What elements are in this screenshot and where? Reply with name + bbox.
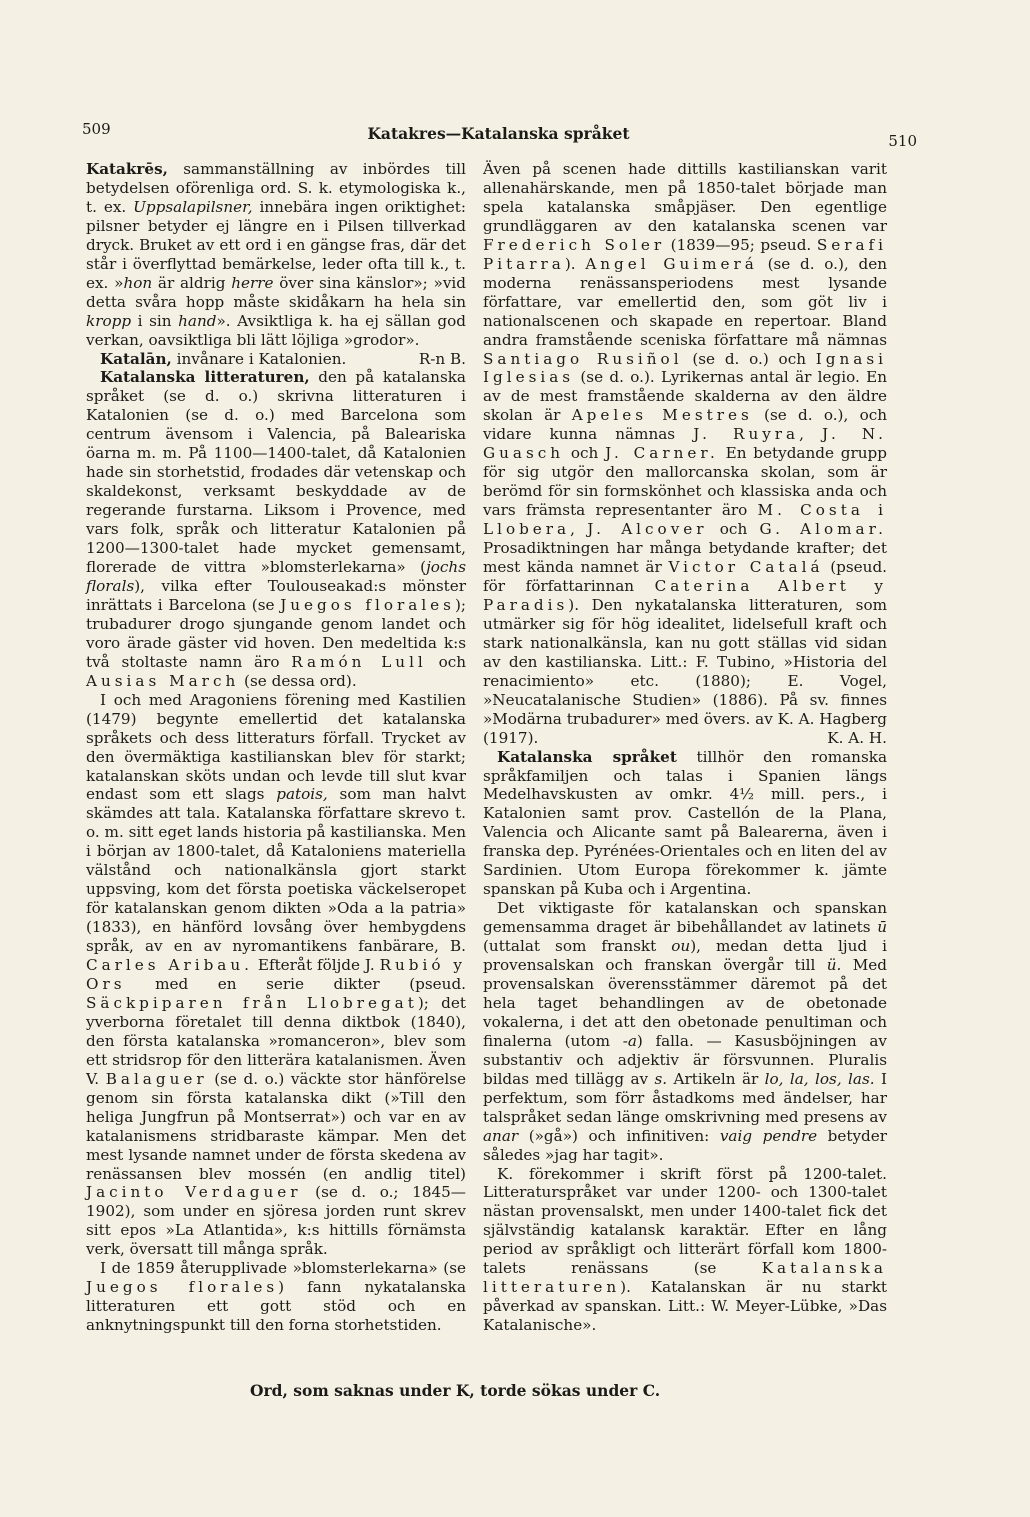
entry-spraket-p2: Det viktigaste för katalanskan och spanskan gemensamma draget är bibehållandet av latinets ū (uttalat som franskt ou), medan detta ljud i provensalskan och franskan övergår till ü. Med provensalskan överensstämmer däremot på det hela taget behandlingen av de obetonade vokalerna, i det att den obetonade penultiman och finalerna (utom -a) falla. — Kasusböjningen av substantiv och adjektiv är försvunnen. Pluralis bildas med tillägg av s. Artikeln är lo, la, los, las. I perfektum, som förr åstadkoms med ändelser, har talspråket sedan länge omskrivning med presens av anar (»gå») och infinitiven: vaig pendre betyder således »jag har tagit». — [483, 899, 887, 1164]
left-column — [86, 160, 466, 1335]
page-number-left: 509 — [82, 120, 111, 138]
entry-spraket-p1: Katalanska språket tillhör den romanska språkfamiljen och talas i Spanien längs Medelhavskusten av omkr. 4½ mill. pers., i Katalonien samt prov. Castellón de la Plana, Valencia och Alicante samt på Balearerna, även i franska dep. Pyrénées-Orientales och en liten del av Sardinien. Utom Europa förekommer k. jämte spanskan på Kuba och i Argentina. — [483, 747, 887, 899]
entry-litteraturen-p3: I de 1859 återupplivade »blomsterlekarna» (se Juegos florales) fann nykatalanska litteraturen ett gott stöd och en anknytningspunkt till den forna storhetstiden. — [86, 1259, 467, 1335]
entry-head: Katalanska språket — [497, 747, 677, 766]
entry-head: Katakrēs, — [86, 160, 168, 178]
entry-head: Katalān, — [100, 349, 172, 368]
entry-katakres: Katakrēs, sammanställning av inbördes till betydelsen oförenliga ord. S. k. etymologiska k., t. ex. Uppsalapilsner, innebära ingen oriktighet: pilsner betyder ej längre en i Pilsen tillverkad dryck. Bruket av ett ord i en gängse fras, där det står i överflyttad bemärkelse, leder ofta till k., t. ex. »hon är aldrig herre över sina känslor»; »vid detta svåra hopp måste skidåkarn ha hela sin kropp i sin hand». Avsiktliga k. ha ej sällan god verkan, oavsiktliga bli lätt löjliga »grodor». R-n B. — [86, 160, 467, 368]
entry-litteraturen-p1: Katalanska litteraturen, den på katalanska språket (se d. o.) skrivna litteraturen i Katalonien (se d. o.) med Barcelona som centrum ävensom i Valencia, på Baleariska öarna m. m. På 1100—1400-talet, då Katalonien hade sin storhetstid, frodades där vetenskap och skaldekonst, verksamt beskyddade av de regerande furstarna. Liksom i Provence, med vars folk, språk och litteratur Katalonien på 1200—1300-talet hade mycket gemensamt, florerade de vittra »blomsterlekarna» (jochs florals), vilka efter Toulouseakad:s mönster inrättats i Barcelona (se Juegos florales); trubadurer drogo sjungande genom landet och voro ärade gäster vid hoven. Den medeltida k:s två stoltaste namn äro Ramón Lull och Ausias March (se dessa ord). — [86, 368, 467, 690]
right-column — [483, 160, 887, 1335]
entry-spraket-p3: K. förekommer i skrift först på 1200-talet. Litteraturspråket var under 1200- och 1300-talet nästan provensalskt, men under 1400-talet fick det självständig katalansk karaktär. Efter en lång period av språkligt och litterärt förfall kom 1800-talets renässans (se Katalanska litteraturen). Katalanskan är nu starkt påverkad av spanskan. Litt.: W. Meyer-Lübke, »Das Katalanische». — [483, 1164, 887, 1335]
page-number-right: 510 — [888, 132, 917, 150]
author-signature: K. A. H. — [827, 728, 887, 747]
footer-note: Ord, som saknas under K, torde sökas under C. — [250, 1381, 661, 1400]
entry-litteraturen-p4: Även på scenen hade dittills kastilianskan varit allenahärskande, men på 1850-talet började man spela katalanska småpjäser. Den egentlige grundläggaren av den katalanska scenen var Frederich Soler (1839—95; pseud. Serafi Pitarra). Angel Guimerá (se d. o.), den moderna renässansperiodens mest lysande författare, var emellertid den, som göt liv i nationalscenen och skapade en repertoar. Bland andra framstående sceniska författare må nämnas Santiago Rusiñol (se d. o.) och Ignasi Iglesias (se d. o.). Lyrikernas antal är legio. En av de mest framstående skalderna av den äldre skolan är Apeles Mestres (se d. o.), och vidare kunna nämnas J. Ruyra, J. N. Guasch och J. Carner. En betydande grupp för sig utgör den mallorcanska skolan, som är berömd för sin formskönhet och klassiska anda och vars främsta representanter äro M. Costa i Llobera, J. Alcover och G. Alomar. Prosadiktningen har många betydande krafter; det mest kända namnet är Victor Catalá (pseud. för författarinnan Caterina Albert y Paradis). Den nykatalanska litteraturen, som utmärker sig för hög idealitet, lidelsefull kraft och stark nationalkänsla, kan nu gott ställas vid sidan av den kastilianska. Litt.: F. Tubino, »Historia del renacimiento» etc. (1880); E. Vogel, »Neucatalanische Studien» (1886). På sv. finnes »Modärna trubadurer» med övers. av K. A. Hagberg (1917). K. A. H. — [483, 160, 888, 747]
entry-head: Katalanska litteraturen, — [100, 368, 310, 387]
entry-katalan: Katalān, invånare i Katalonien. — [100, 349, 347, 368]
page-header — [82, 120, 915, 150]
entry-litteraturen-p2: I och med Aragoniens förening med Kastilien (1479) begynte emellertid det katalanska språkets och dess litteraturs förfall. Trycket av den övermäktiga kastilianskan blev för starkt; katalanskan sköts undan och levde till slut kvar endast som ett slags patois, som man halvt skämdes att tala. Katalanska författare skrevo t. o. m. sitt eget lands historia på kastilianska. Men i början av 1800-talet, då Kataloniens materiella välstånd och nationalkänsla gjort starkt uppsving, kom det första poetiska väckelseropet för katalanskan genom dikten »Oda a la patria» (1833), en hänförd lovsång över hembygdens språk, av en av nyromantikens fanbärare, B. Carles Aribau. Efteråt följde J. Rubió y Ors med en serie dikter (pseud. Säckpiparen från Llobregat); det yverborna företalet till denna diktbok (1840), den första katalanska »romanceron», blev som ett stridsrop för den litterära katalanismen. Även V. Balaguer (se d. o.) väckte stor hänförelse genom sin första katalanska dikt (»Till den heliga Jungfrun på Montserrat») och var en av katalanismens stridbaraste kämpar. Men det mest lysande namnet under de första skedena av renässansen blev mossén (en andlig titel) Jacinto Verdaguer (se d. o.; 1845—1902), som under en sjöresa jorden runt skrev sitt epos »La Atlantida», k:s hittills förnämsta verk, översatt till många språk. — [86, 690, 467, 1259]
running-title: Katakres—Katalanska språket — [367, 124, 630, 143]
author-signature: R-n B. — [418, 349, 466, 368]
